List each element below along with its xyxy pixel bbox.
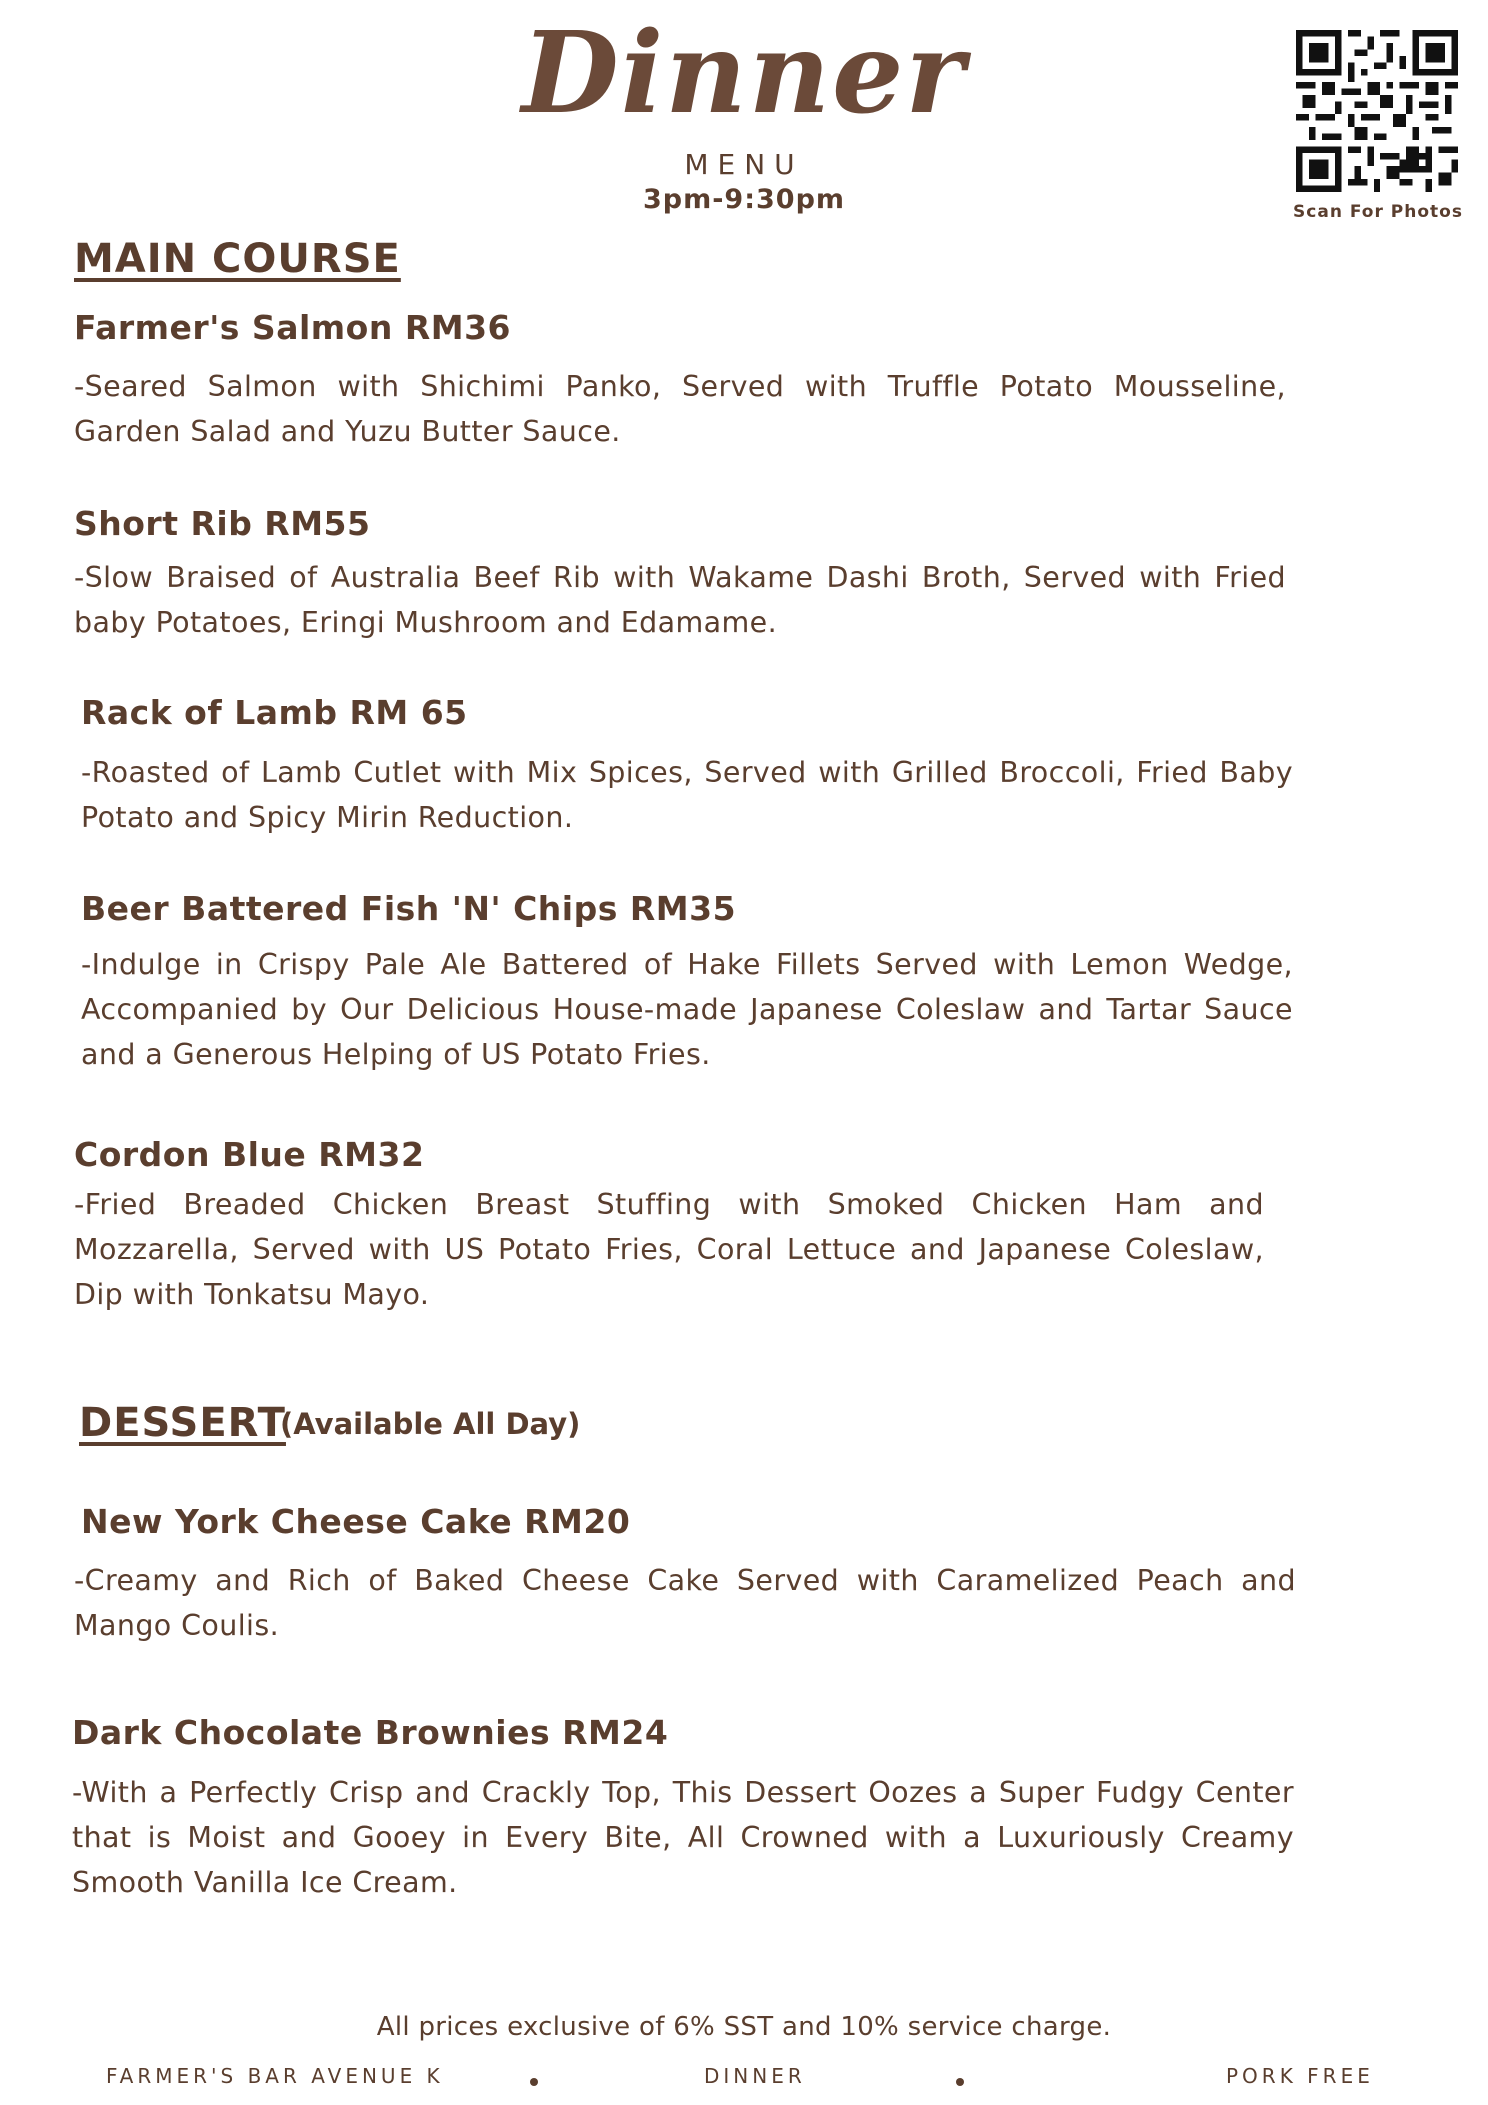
section-heading-main-course: MAIN COURSE <box>74 236 401 282</box>
menu-subtitle: MENU <box>684 148 804 181</box>
dish-description: -With a Perfectly Crisp and Crackly Top, This Dessert Oozes a Super Fudgy Center that is Moist and Gooey in Every Bite, All Crowned with a Luxuriously Creamy Smooth Vanilla Ice Cream. <box>72 1776 1294 1899</box>
pricing-note: All prices exclusive of 6% SST and 10% service charge. <box>376 2012 1112 2042</box>
dish-description: -Slow Braised of Australia Beef Rib with Wakame Dashi Broth, Served with Fried baby Potatoes, Eringi Mushroom and Edamame. <box>74 561 1286 639</box>
dessert-availability-note: (Available All Day) <box>280 1407 581 1441</box>
dish-description: -Indulge in Crispy Pale Ale Battered of Hake Fillets Served with Lemon Wedge, Accompanied by Our Delicious House-made Japanese Coleslaw and Tartar Sauce and a Generous Helping of US Potato Fries. <box>81 948 1293 1071</box>
footer-separator-dot <box>530 2078 538 2086</box>
dish-description: -Roasted of Lamb Cutlet with Mix Spices, Served with Grilled Broccoli, Fried Baby Potato and Spicy Mirin Reduction. <box>81 756 1293 834</box>
menu-title: Dinner <box>521 8 967 139</box>
dish-description: -Fried Breaded Chicken Breast Stuffing with Smoked Chicken Ham and Mozzarella, Served with US Potato Fries, Coral Lettuce and Japanese Coleslaw, Dip with Tonkatsu Mayo. <box>74 1188 1264 1311</box>
section-heading-dessert: DESSERT <box>79 1400 286 1446</box>
dish-name: Rack of Lamb RM 65 <box>81 693 468 732</box>
footer-meal: DINNER <box>704 2064 806 2088</box>
dish-name: New York Cheese Cake RM20 <box>81 1502 631 1541</box>
dish-name: Cordon Blue RM32 <box>74 1135 425 1174</box>
footer-separator-dot <box>956 2078 964 2086</box>
footer-pork-free: PORK FREE <box>1226 2064 1374 2088</box>
service-hours: 3pm-9:30pm <box>642 184 846 215</box>
footer-venue: FARMER'S BAR AVENUE K <box>106 2064 444 2088</box>
dish-name: Dark Chocolate Brownies RM24 <box>72 1713 669 1752</box>
dish-description: -Seared Salmon with Shichimi Panko, Served with Truffle Potato Mousseline, Garden Salad and Yuzu Butter Sauce. <box>74 370 1286 448</box>
dish-name: Farmer's Salmon RM36 <box>74 308 511 347</box>
qr-code-icon[interactable] <box>1296 30 1458 192</box>
dish-name: Short Rib RM55 <box>74 504 371 543</box>
dish-description: -Creamy and Rich of Baked Cheese Cake Served with Caramelized Peach and Mango Coulis. <box>74 1564 1296 1642</box>
dish-name: Beer Battered Fish 'N' Chips RM35 <box>81 889 737 928</box>
qr-caption: Scan For Photos <box>1293 202 1463 222</box>
